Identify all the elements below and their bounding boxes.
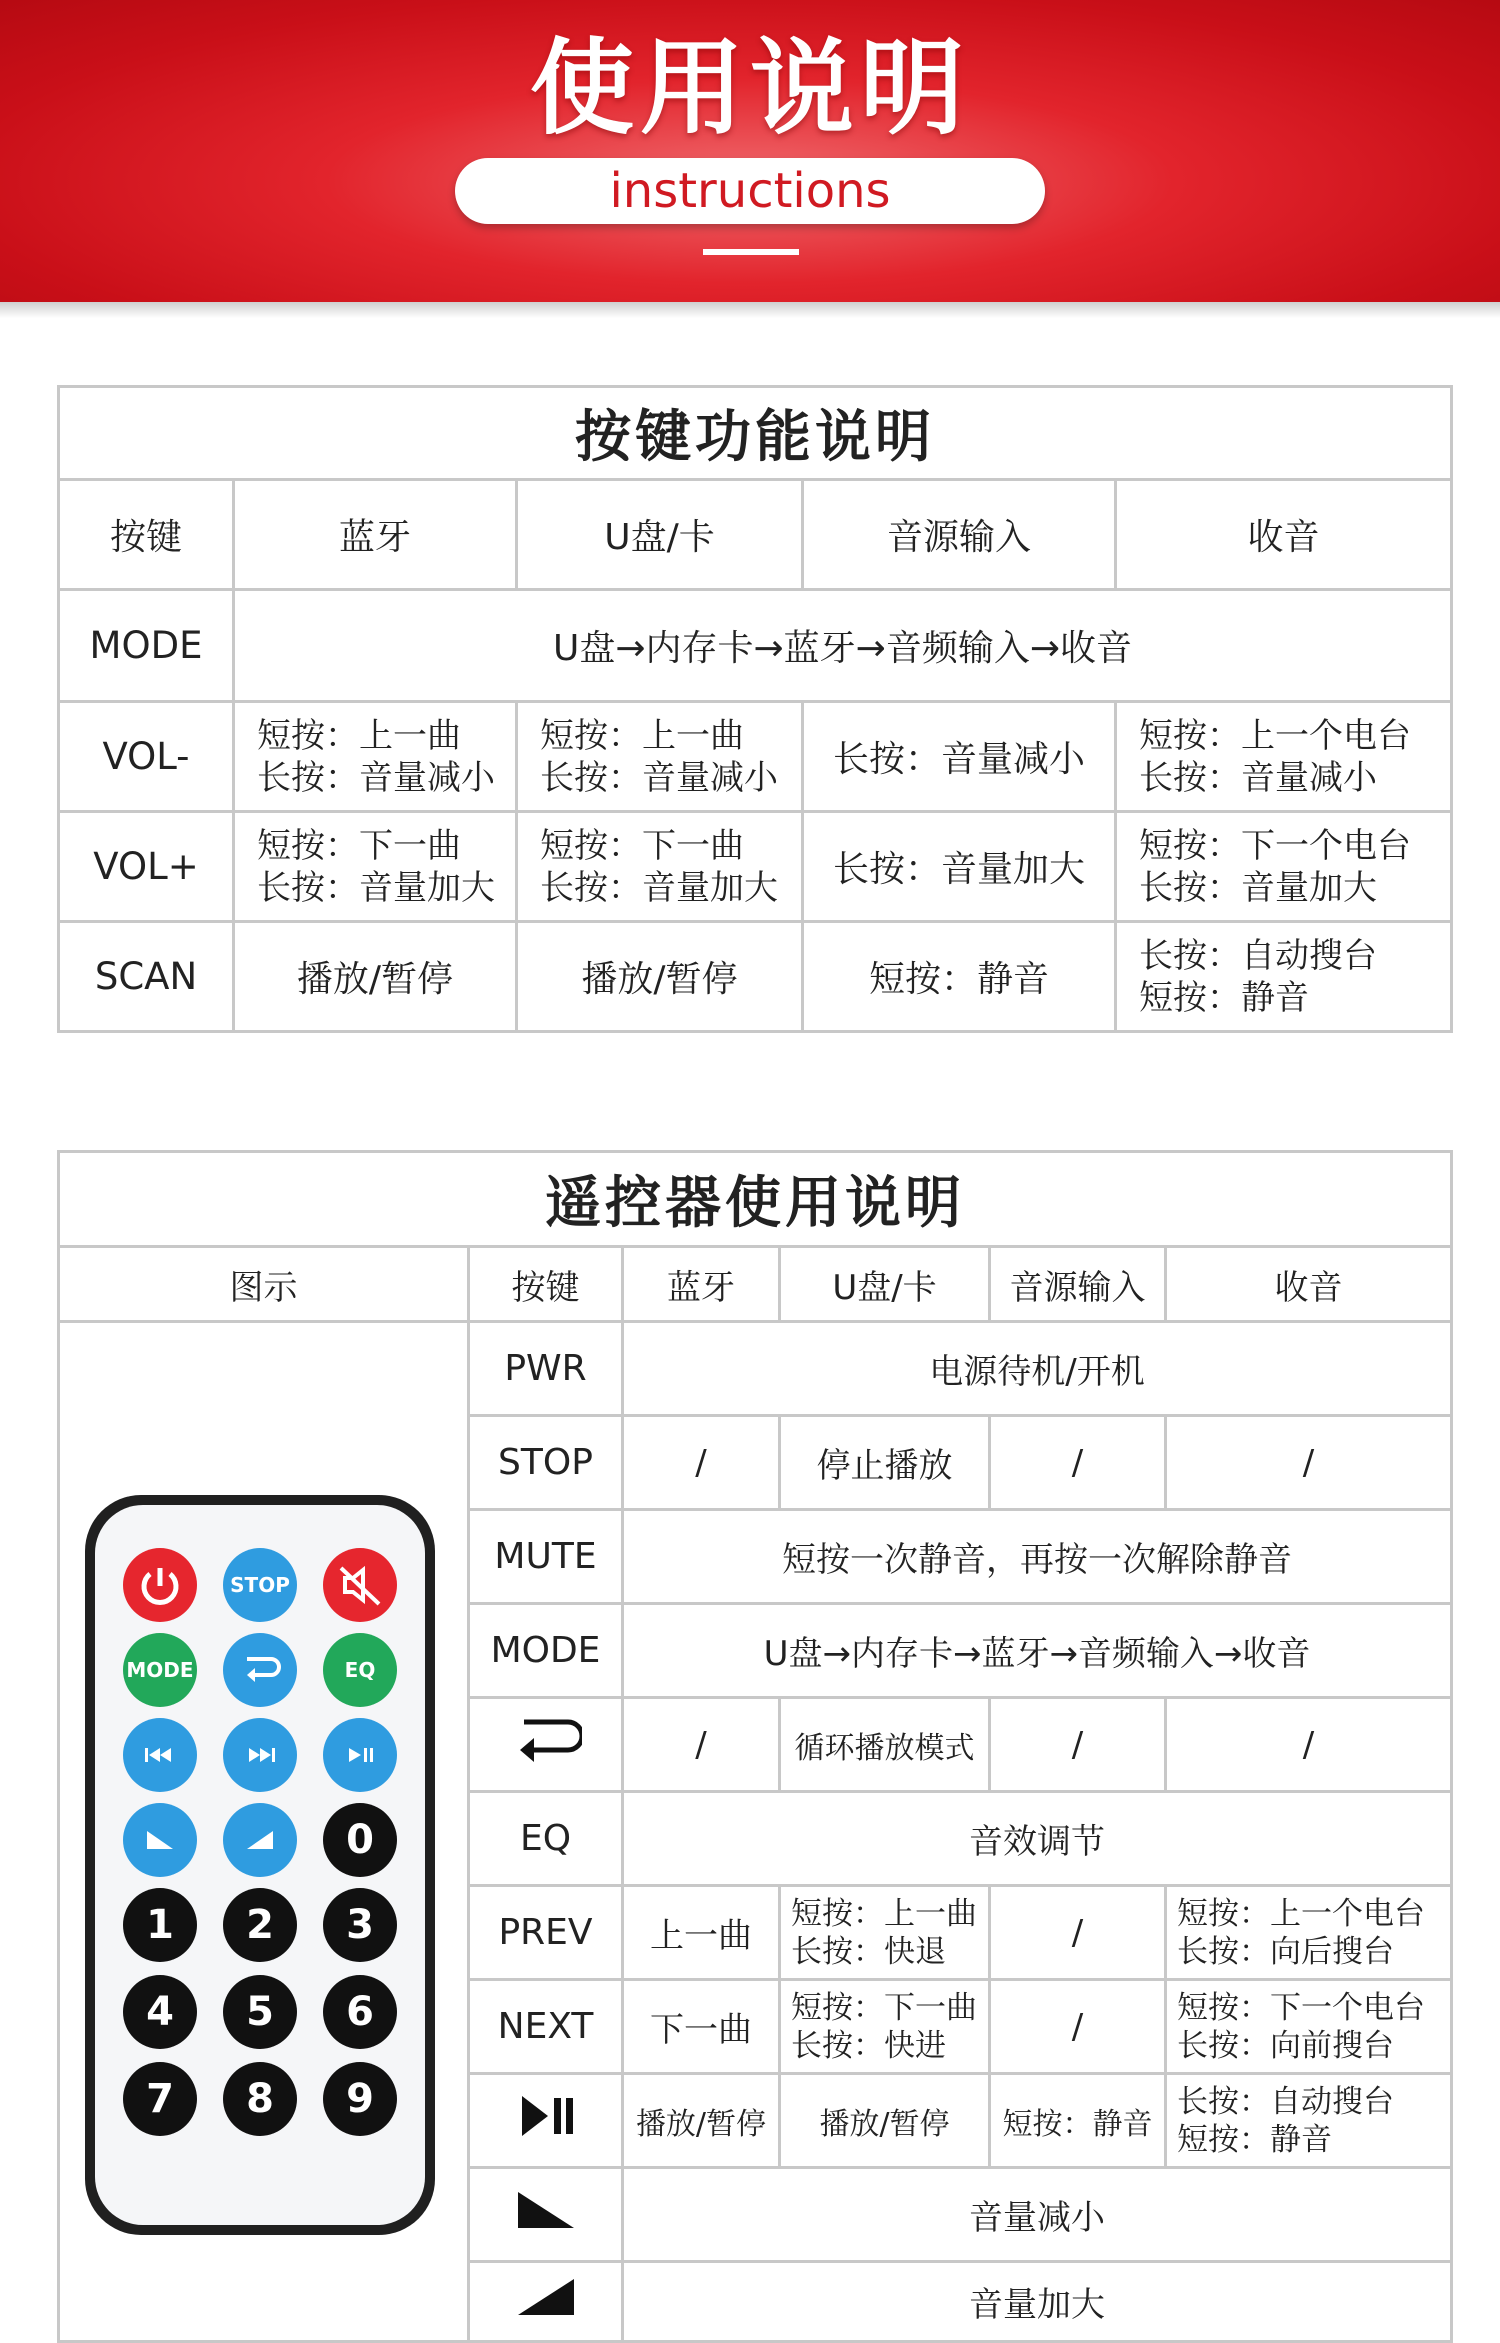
stop-aux: /	[990, 1416, 1166, 1510]
mode-button[interactable]: MODE	[123, 1633, 197, 1707]
play-pause-icon	[516, 2088, 576, 2144]
scan-aux: 短按：静音	[803, 922, 1116, 1032]
repeat-usb: 循环播放模式	[780, 1698, 990, 1792]
stop-bt: /	[623, 1416, 780, 1510]
remote-table-title: 遥控器使用说明	[59, 1152, 1452, 1247]
header-radio: 收音	[1166, 1247, 1452, 1322]
vol-minus-radio: 短按：上一个电台 长按：音量减小	[1116, 702, 1452, 812]
digit-3-button[interactable]: 3	[323, 1888, 397, 1962]
digit-7-button[interactable]: 7	[123, 2062, 197, 2136]
next-bt: 下一曲	[623, 1980, 780, 2074]
prev-aux: /	[990, 1886, 1166, 1980]
scan-radio: 长按：自动搜台 短按：静音	[1116, 922, 1452, 1032]
stop-button[interactable]: STOP	[223, 1548, 297, 1622]
next-radio: 短按：下一个电台 长按：向前搜台	[1166, 1980, 1452, 2074]
repeat-bt: /	[623, 1698, 780, 1792]
prev-radio: 短按：上一个电台 长按：向后搜台	[1166, 1886, 1452, 1980]
banner-shadow	[0, 302, 1500, 318]
digit-2-button[interactable]: 2	[223, 1888, 297, 1962]
vol-plus-bt: 短按：下一曲 长按：音量加大	[234, 812, 517, 922]
next-usb: 短按：下一曲 长按：快进	[780, 1980, 990, 2074]
volume-down-icon	[514, 2188, 578, 2232]
pwr-text: 电源待机/开机	[623, 1322, 1452, 1416]
header-usb: U盘/卡	[517, 480, 803, 590]
subtitle-pill: instructions	[455, 158, 1045, 224]
title-divider	[703, 249, 799, 255]
play-aux: 短按：静音	[990, 2074, 1166, 2168]
keys-function-table	[57, 385, 1453, 1033]
repeat-aux: /	[990, 1698, 1166, 1792]
key-play-pause	[469, 2074, 623, 2168]
vol-plus-usb: 短按：下一曲 长按：音量加大	[517, 812, 803, 922]
next-icon[interactable]	[223, 1718, 297, 1792]
key-mode: MODE	[59, 590, 234, 702]
header-usb: U盘/卡	[780, 1247, 990, 1322]
digit-1-button[interactable]: 1	[123, 1888, 197, 1962]
prev-bt: 上一曲	[623, 1886, 780, 1980]
play-pause-button-icon[interactable]	[323, 1718, 397, 1792]
play-usb: 播放/暂停	[780, 2074, 990, 2168]
header-radio: 收音	[1116, 480, 1452, 590]
key-prev: PREV	[469, 1886, 623, 1980]
page-title: 使用说明	[529, 27, 970, 149]
scan-bt: 播放/暂停	[234, 922, 517, 1032]
repeat-button-icon[interactable]	[223, 1633, 297, 1707]
remote-face	[95, 1505, 425, 2225]
repeat-icon	[510, 1712, 582, 1768]
keys-table-title: 按键功能说明	[59, 387, 1452, 480]
digit-0-button[interactable]: 0	[323, 1803, 397, 1877]
key-volume-down	[469, 2168, 623, 2262]
header-diagram: 图示	[59, 1247, 469, 1322]
volume-up-button-icon[interactable]	[223, 1803, 297, 1877]
volume-up-text: 音量加大	[623, 2262, 1452, 2342]
vol-minus-usb: 短按：上一曲 长按：音量减小	[517, 702, 803, 812]
vol-plus-radio: 短按：下一个电台 长按：音量加大	[1116, 812, 1452, 922]
mute-text: 短按一次静音，再按一次解除静音	[623, 1510, 1452, 1604]
stop-radio: /	[1166, 1416, 1452, 1510]
volume-up-icon	[514, 2275, 578, 2319]
digit-4-button[interactable]: 4	[123, 1975, 197, 2049]
volume-down-text: 音量减小	[623, 2168, 1452, 2262]
key-next: NEXT	[469, 1980, 623, 2074]
header-bluetooth: 蓝牙	[623, 1247, 780, 1322]
key-volume-up	[469, 2262, 623, 2342]
mode-text: U盘→内存卡→蓝牙→音频输入→收音	[623, 1604, 1452, 1698]
header-bluetooth: 蓝牙	[234, 480, 517, 590]
key-pwr: PWR	[469, 1322, 623, 1416]
vol-minus-bt: 短按：上一曲 长按：音量减小	[234, 702, 517, 812]
key-eq: EQ	[469, 1792, 623, 1886]
key-mute: MUTE	[469, 1510, 623, 1604]
stop-usb: 停止播放	[780, 1416, 990, 1510]
scan-usb: 播放/暂停	[517, 922, 803, 1032]
key-mode: MODE	[469, 1604, 623, 1698]
next-aux: /	[990, 1980, 1166, 2074]
mute-icon[interactable]	[323, 1548, 397, 1622]
header-key: 按键	[469, 1247, 623, 1322]
key-stop: STOP	[469, 1416, 623, 1510]
mode-cycle-text: U盘→内存卡→蓝牙→音频输入→收音	[234, 590, 1452, 702]
remote-control	[85, 1495, 435, 2235]
digit-8-button[interactable]: 8	[223, 2062, 297, 2136]
header-key: 按键	[59, 480, 234, 590]
key-scan: SCAN	[59, 922, 234, 1032]
digit-5-button[interactable]: 5	[223, 1975, 297, 2049]
eq-text: 音效调节	[623, 1792, 1452, 1886]
prev-usb: 短按：上一曲 长按：快退	[780, 1886, 990, 1980]
power-icon[interactable]	[123, 1548, 197, 1622]
digit-6-button[interactable]: 6	[323, 1975, 397, 2049]
digit-9-button[interactable]: 9	[323, 2062, 397, 2136]
key-vol-plus: VOL+	[59, 812, 234, 922]
key-vol-minus: VOL-	[59, 702, 234, 812]
volume-down-button-icon[interactable]	[123, 1803, 197, 1877]
play-radio: 长按：自动搜台 短按：静音	[1166, 2074, 1452, 2168]
play-bt: 播放/暂停	[623, 2074, 780, 2168]
header-aux: 音源输入	[990, 1247, 1166, 1322]
vol-minus-aux: 长按：音量减小	[803, 702, 1116, 812]
header-aux: 音源输入	[803, 480, 1116, 590]
key-repeat	[469, 1698, 623, 1792]
vol-plus-aux: 长按：音量加大	[803, 812, 1116, 922]
repeat-radio: /	[1166, 1698, 1452, 1792]
eq-button[interactable]: EQ	[323, 1633, 397, 1707]
prev-icon[interactable]	[123, 1718, 197, 1792]
